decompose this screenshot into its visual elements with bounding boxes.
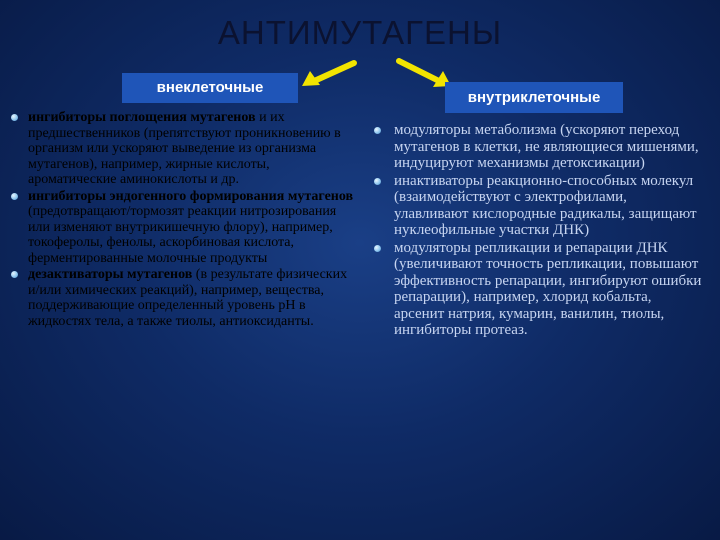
intracellular-header: внутриклеточные — [445, 82, 623, 113]
bullet-icon — [11, 271, 18, 278]
list-item: модуляторы метаболизма (ускоряют переход мутагенов в клетки, не являющиеся мишенями, индуцируют механизмы детоксикации) — [373, 122, 703, 172]
bullet-icon — [11, 114, 18, 121]
arrow-left-icon — [300, 58, 358, 88]
bullet-icon — [11, 193, 18, 200]
extracellular-list — [10, 110, 355, 330]
intracellular-list — [373, 122, 703, 340]
bullet-icon — [374, 178, 381, 185]
slide-title: АНТИМУТАГЕНЫ — [217, 14, 503, 51]
list-item: ингибиторы эндогенного формирования мутагенов (предотвращают/тормозят реакции нитрозирования или изменяют внутрикишечную флору), например, токоферолы, фенолы, аскорбиновая кислота, ферментированные молочные продукты — [10, 189, 355, 267]
list-item: дезактиваторы мутагенов (в результате физических и/или химических реакций), например, вещества, поддерживающие определенный уровень pH в жидкостях тела, а также тиолы, антиоксиданты. — [10, 267, 355, 329]
bullet-icon — [374, 127, 381, 134]
list-item: ингибиторы поглощения мутагенов и их предшественников (препятствуют проникновению в организм или ускоряют выведение из организма мутагенов), например, жирные кислоты, ароматические аминокислоты и др. — [10, 110, 355, 188]
bullet-icon — [374, 245, 381, 252]
extracellular-header: внеклеточные — [122, 73, 298, 103]
list-item: инактиваторы реакционно-способных молекул (взаимодействуют с электрофилами, улавливают кислородные радикалы, защищают нуклеофильные участки ДНК) — [373, 173, 703, 239]
list-item: модуляторы репликации и репарации ДНК (увеличивают точность репликации, повышают эффективность репарации, ингибируют ошибки репарации), например, хлорид кобальта, арсенит натрия, кумарин, ванилин, тиолы, ингибиторы протеаз. — [373, 240, 703, 339]
